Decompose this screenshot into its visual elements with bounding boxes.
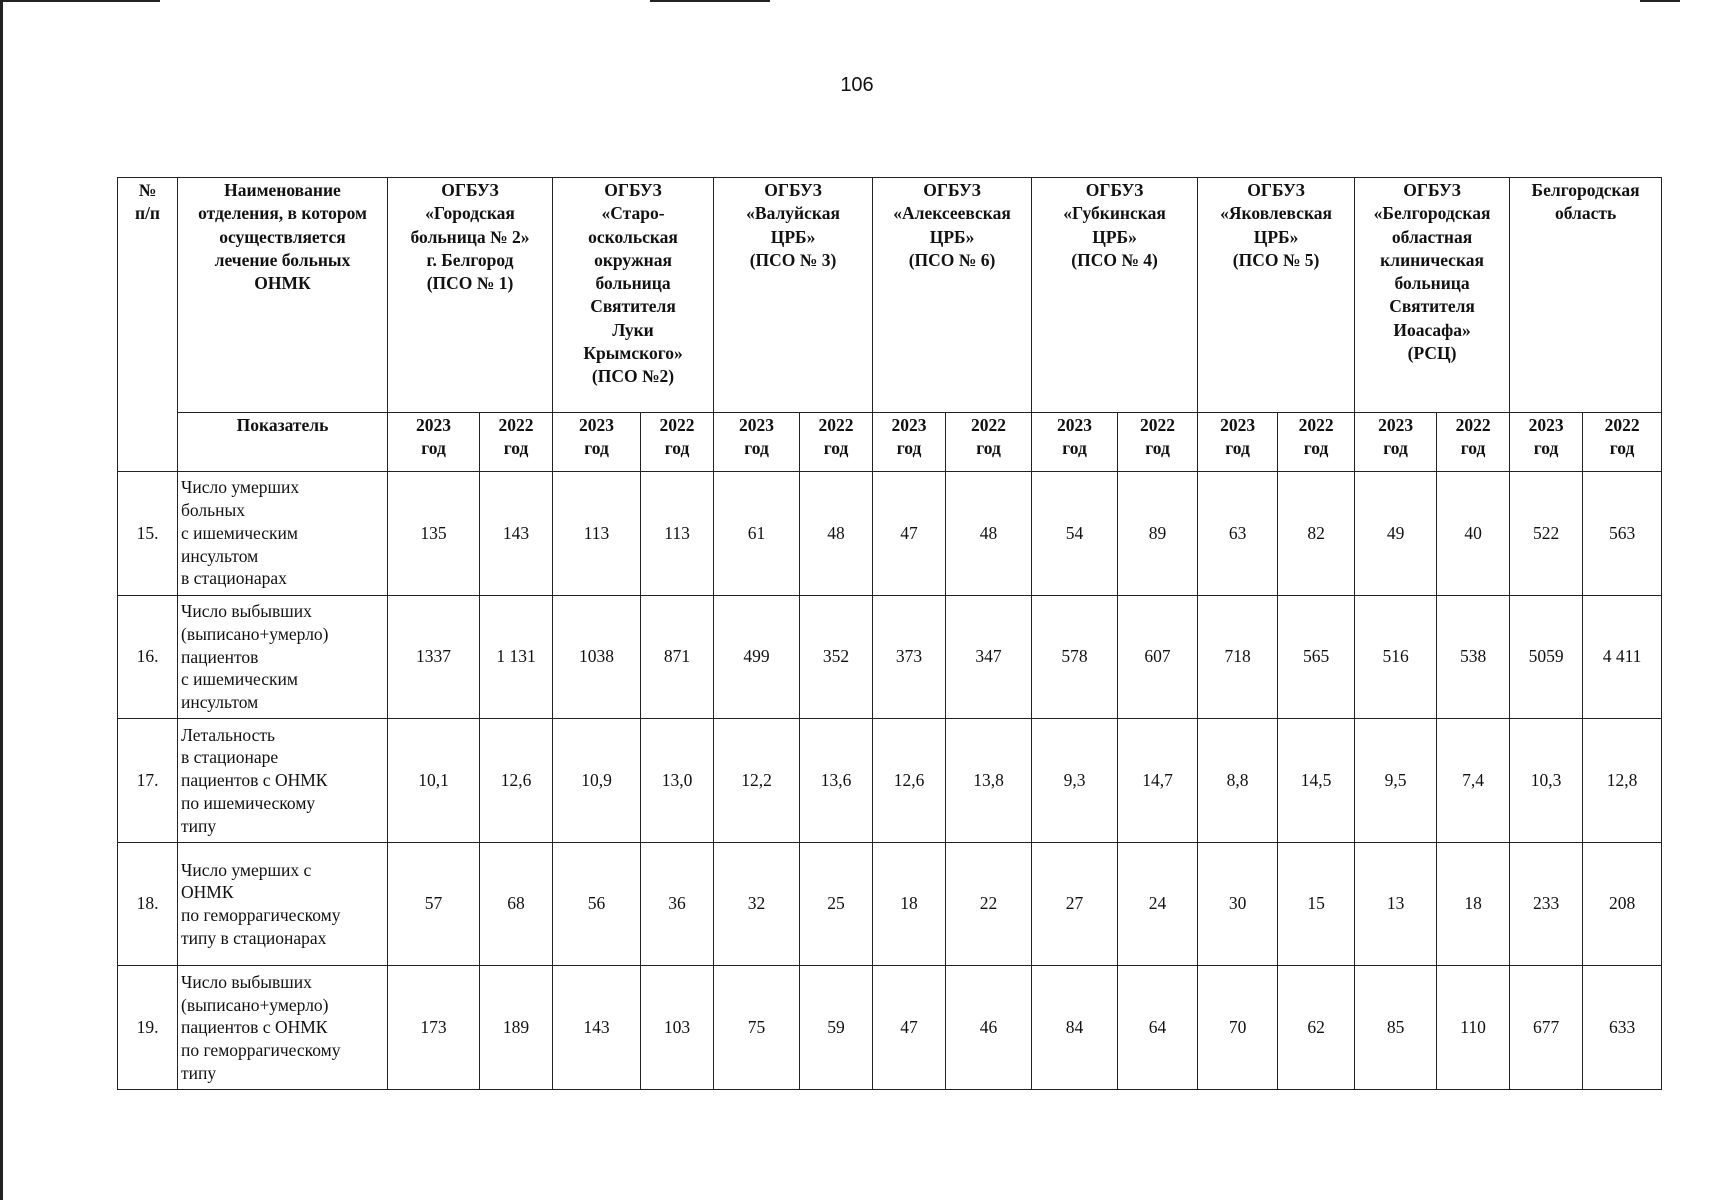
value-cell: 32	[714, 842, 800, 966]
value-cell: 522	[1510, 472, 1583, 596]
header-org: ОГБУЗ «Старо- оскольская окружная больница Святителя Луки Крымского» (ПСО №2)	[553, 178, 714, 413]
value-cell: 59	[800, 966, 873, 1090]
value-cell: 352	[800, 595, 873, 719]
value-cell: 538	[1437, 595, 1510, 719]
row-number: 17.	[118, 719, 178, 843]
value-cell: 12,2	[714, 719, 800, 843]
value-cell: 40	[1437, 472, 1510, 596]
value-cell: 13,6	[800, 719, 873, 843]
header-org: ОГБУЗ «Белгородская областная клиническая больница Святителя Иоасафа» (РСЦ)	[1355, 178, 1510, 413]
row-number: 15.	[118, 472, 178, 596]
page-number: 106	[840, 74, 874, 96]
header-year: 2022 год	[1278, 413, 1355, 472]
value-cell: 9,5	[1355, 719, 1437, 843]
value-cell: 110	[1437, 966, 1510, 1090]
row-number: 18.	[118, 842, 178, 966]
value-cell: 135	[388, 472, 480, 596]
value-cell: 113	[641, 472, 714, 596]
header-year: 2022 год	[800, 413, 873, 472]
value-cell: 563	[1583, 472, 1662, 596]
value-cell: 578	[1032, 595, 1118, 719]
value-cell: 565	[1278, 595, 1355, 719]
value-cell: 633	[1583, 966, 1662, 1090]
value-cell: 14,5	[1278, 719, 1355, 843]
value-cell: 373	[873, 595, 946, 719]
value-cell: 607	[1118, 595, 1198, 719]
value-cell: 18	[1437, 842, 1510, 966]
row-indicator-name: Летальность в стационаре пациентов с ОНМК по ишемическому типу	[178, 719, 388, 843]
header-org: ОГБУЗ «Алексеевская ЦРБ» (ПСО № 6)	[873, 178, 1032, 413]
scan-edge-top-mid	[650, 0, 770, 2]
value-cell: 13,0	[641, 719, 714, 843]
header-org: ОГБУЗ «Городская больница № 2» г. Белгород (ПСО № 1)	[388, 178, 553, 413]
value-cell: 10,9	[553, 719, 641, 843]
value-cell: 4 411	[1583, 595, 1662, 719]
header-org: ОГБУЗ «Губкинская ЦРБ» (ПСО № 4)	[1032, 178, 1198, 413]
value-cell: 499	[714, 595, 800, 719]
value-cell: 27	[1032, 842, 1118, 966]
scan-edge-left	[0, 0, 3, 1200]
table-row	[118, 472, 1662, 596]
value-cell: 718	[1198, 595, 1278, 719]
value-cell: 871	[641, 595, 714, 719]
scan-edge-top-left	[0, 0, 160, 2]
value-cell: 82	[1278, 472, 1355, 596]
value-cell: 10,3	[1510, 719, 1583, 843]
value-cell: 8,8	[1198, 719, 1278, 843]
value-cell: 18	[873, 842, 946, 966]
header-year: 2023 год	[1032, 413, 1118, 472]
value-cell: 54	[1032, 472, 1118, 596]
value-cell: 12,8	[1583, 719, 1662, 843]
table-row	[118, 719, 1662, 843]
header-org: ОГБУЗ «Валуйская ЦРБ» (ПСО № 3)	[714, 178, 873, 413]
value-cell: 12,6	[873, 719, 946, 843]
value-cell: 1337	[388, 595, 480, 719]
header-indicator: Показатель	[178, 413, 388, 472]
row-indicator-name: Число умерших с ОНМК по геморрагическому типу в стационарах	[178, 842, 388, 966]
row-number: 19.	[118, 966, 178, 1090]
value-cell: 30	[1198, 842, 1278, 966]
value-cell: 12,6	[480, 719, 553, 843]
statistics-table	[117, 177, 1662, 1090]
scan-edge-top-right	[1640, 0, 1680, 2]
value-cell: 46	[946, 966, 1032, 1090]
header-org: ОГБУЗ «Яковлевская ЦРБ» (ПСО № 5)	[1198, 178, 1355, 413]
header-org: Белгородская область	[1510, 178, 1662, 413]
header-year: 2023 год	[1355, 413, 1437, 472]
value-cell: 13	[1355, 842, 1437, 966]
header-year: 2022 год	[480, 413, 553, 472]
header-year: 2023 год	[714, 413, 800, 472]
value-cell: 173	[388, 966, 480, 1090]
value-cell: 5059	[1510, 595, 1583, 719]
value-cell: 143	[480, 472, 553, 596]
header-year: 2023 год	[873, 413, 946, 472]
value-cell: 103	[641, 966, 714, 1090]
value-cell: 47	[873, 472, 946, 596]
row-indicator-name: Число выбывших (выписано+умерло) пациентов с ишемическим инсультом	[178, 595, 388, 719]
value-cell: 68	[480, 842, 553, 966]
value-cell: 70	[1198, 966, 1278, 1090]
value-cell: 62	[1278, 966, 1355, 1090]
header-year: 2022 год	[1583, 413, 1662, 472]
value-cell: 85	[1355, 966, 1437, 1090]
value-cell: 516	[1355, 595, 1437, 719]
header-year: 2022 год	[1437, 413, 1510, 472]
value-cell: 24	[1118, 842, 1198, 966]
header-year: 2023 год	[1510, 413, 1583, 472]
value-cell: 89	[1118, 472, 1198, 596]
value-cell: 56	[553, 842, 641, 966]
value-cell: 14,7	[1118, 719, 1198, 843]
value-cell: 22	[946, 842, 1032, 966]
value-cell: 1 131	[480, 595, 553, 719]
row-number: 16.	[118, 595, 178, 719]
value-cell: 10,1	[388, 719, 480, 843]
value-cell: 57	[388, 842, 480, 966]
row-indicator-name: Число выбывших (выписано+умерло) пациентов с ОНМК по геморрагическому типу	[178, 966, 388, 1090]
header-year: 2023 год	[1198, 413, 1278, 472]
value-cell: 677	[1510, 966, 1583, 1090]
value-cell: 36	[641, 842, 714, 966]
value-cell: 64	[1118, 966, 1198, 1090]
table-row	[118, 842, 1662, 966]
value-cell: 48	[800, 472, 873, 596]
value-cell: 75	[714, 966, 800, 1090]
value-cell: 49	[1355, 472, 1437, 596]
header-year: 2022 год	[1118, 413, 1198, 472]
value-cell: 25	[800, 842, 873, 966]
header-name-col: Наименование отделения, в котором осуществляется лечение больных ОНМК	[178, 178, 388, 413]
value-cell: 15	[1278, 842, 1355, 966]
value-cell: 63	[1198, 472, 1278, 596]
value-cell: 113	[553, 472, 641, 596]
value-cell: 143	[553, 966, 641, 1090]
value-cell: 208	[1583, 842, 1662, 966]
table-row	[118, 966, 1662, 1090]
header-year: 2023 год	[388, 413, 480, 472]
header-year: 2023 год	[553, 413, 641, 472]
header-year: 2022 год	[641, 413, 714, 472]
table-row	[118, 595, 1662, 719]
value-cell: 7,4	[1437, 719, 1510, 843]
header-year: 2022 год	[946, 413, 1032, 472]
header-num-col: № п/п	[118, 178, 178, 472]
value-cell: 1038	[553, 595, 641, 719]
value-cell: 84	[1032, 966, 1118, 1090]
value-cell: 13,8	[946, 719, 1032, 843]
value-cell: 233	[1510, 842, 1583, 966]
value-cell: 61	[714, 472, 800, 596]
value-cell: 48	[946, 472, 1032, 596]
value-cell: 347	[946, 595, 1032, 719]
value-cell: 189	[480, 966, 553, 1090]
value-cell: 47	[873, 966, 946, 1090]
value-cell: 9,3	[1032, 719, 1118, 843]
row-indicator-name: Число умерших больных с ишемическим инсультом в стационарах	[178, 472, 388, 596]
